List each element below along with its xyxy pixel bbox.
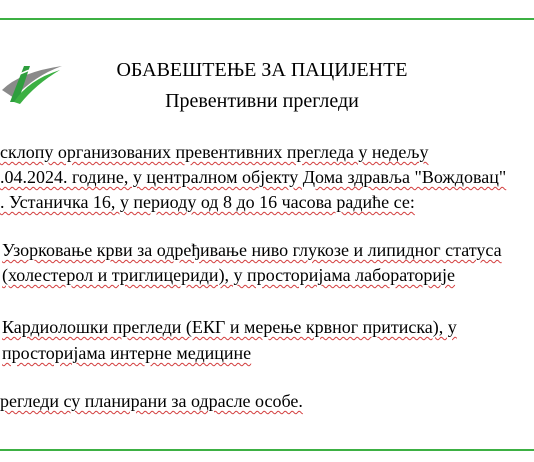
closing-note-text: регледи су планирани за одрасле особе.: [0, 391, 303, 411]
list-item-1-line-1: [2, 239, 502, 261]
list-item-1-line-2-text: (холестерол и триглицериди), у просторијама лабораторије: [2, 265, 456, 285]
notice-subtitle: Превентивни прегледи: [165, 90, 359, 112]
intro-line-1: [0, 141, 429, 163]
list-item-1-line-1-text: Узорковање крви за одређивање ниво глукозе и липидног статуса: [2, 240, 502, 260]
list-item-1-line-2: [2, 264, 455, 286]
top-border: [0, 18, 534, 20]
list-item-2-line-1: [2, 316, 457, 338]
list-item-2-line-2-text: просторијама интерне медицине: [2, 343, 252, 363]
intro-line-1-text: склопу организованих превентивних прегледа у недељу: [0, 142, 429, 162]
intro-line-3-text: . Устаничка 16, у периоду од 8 до 16 часова радиће се:: [0, 192, 415, 212]
intro-line-2: [0, 166, 506, 188]
bottom-border: [0, 449, 534, 451]
health-center-logo: [0, 58, 64, 108]
closing-note: [0, 390, 303, 412]
list-item-2-line-2: [2, 342, 251, 364]
intro-line-2-text: .04.2024. године, у централном објекту Дома здравља "Вождовац": [0, 167, 507, 187]
intro-line-3: [0, 191, 415, 213]
notice-title: ОБАВЕШТЕЊЕ ЗА ПАЦИЈЕНТЕ: [116, 59, 408, 81]
list-item-2-line-1-text: Кардиолошки прегледи (ЕКГ и мерење крвног притиска), у: [2, 317, 457, 337]
